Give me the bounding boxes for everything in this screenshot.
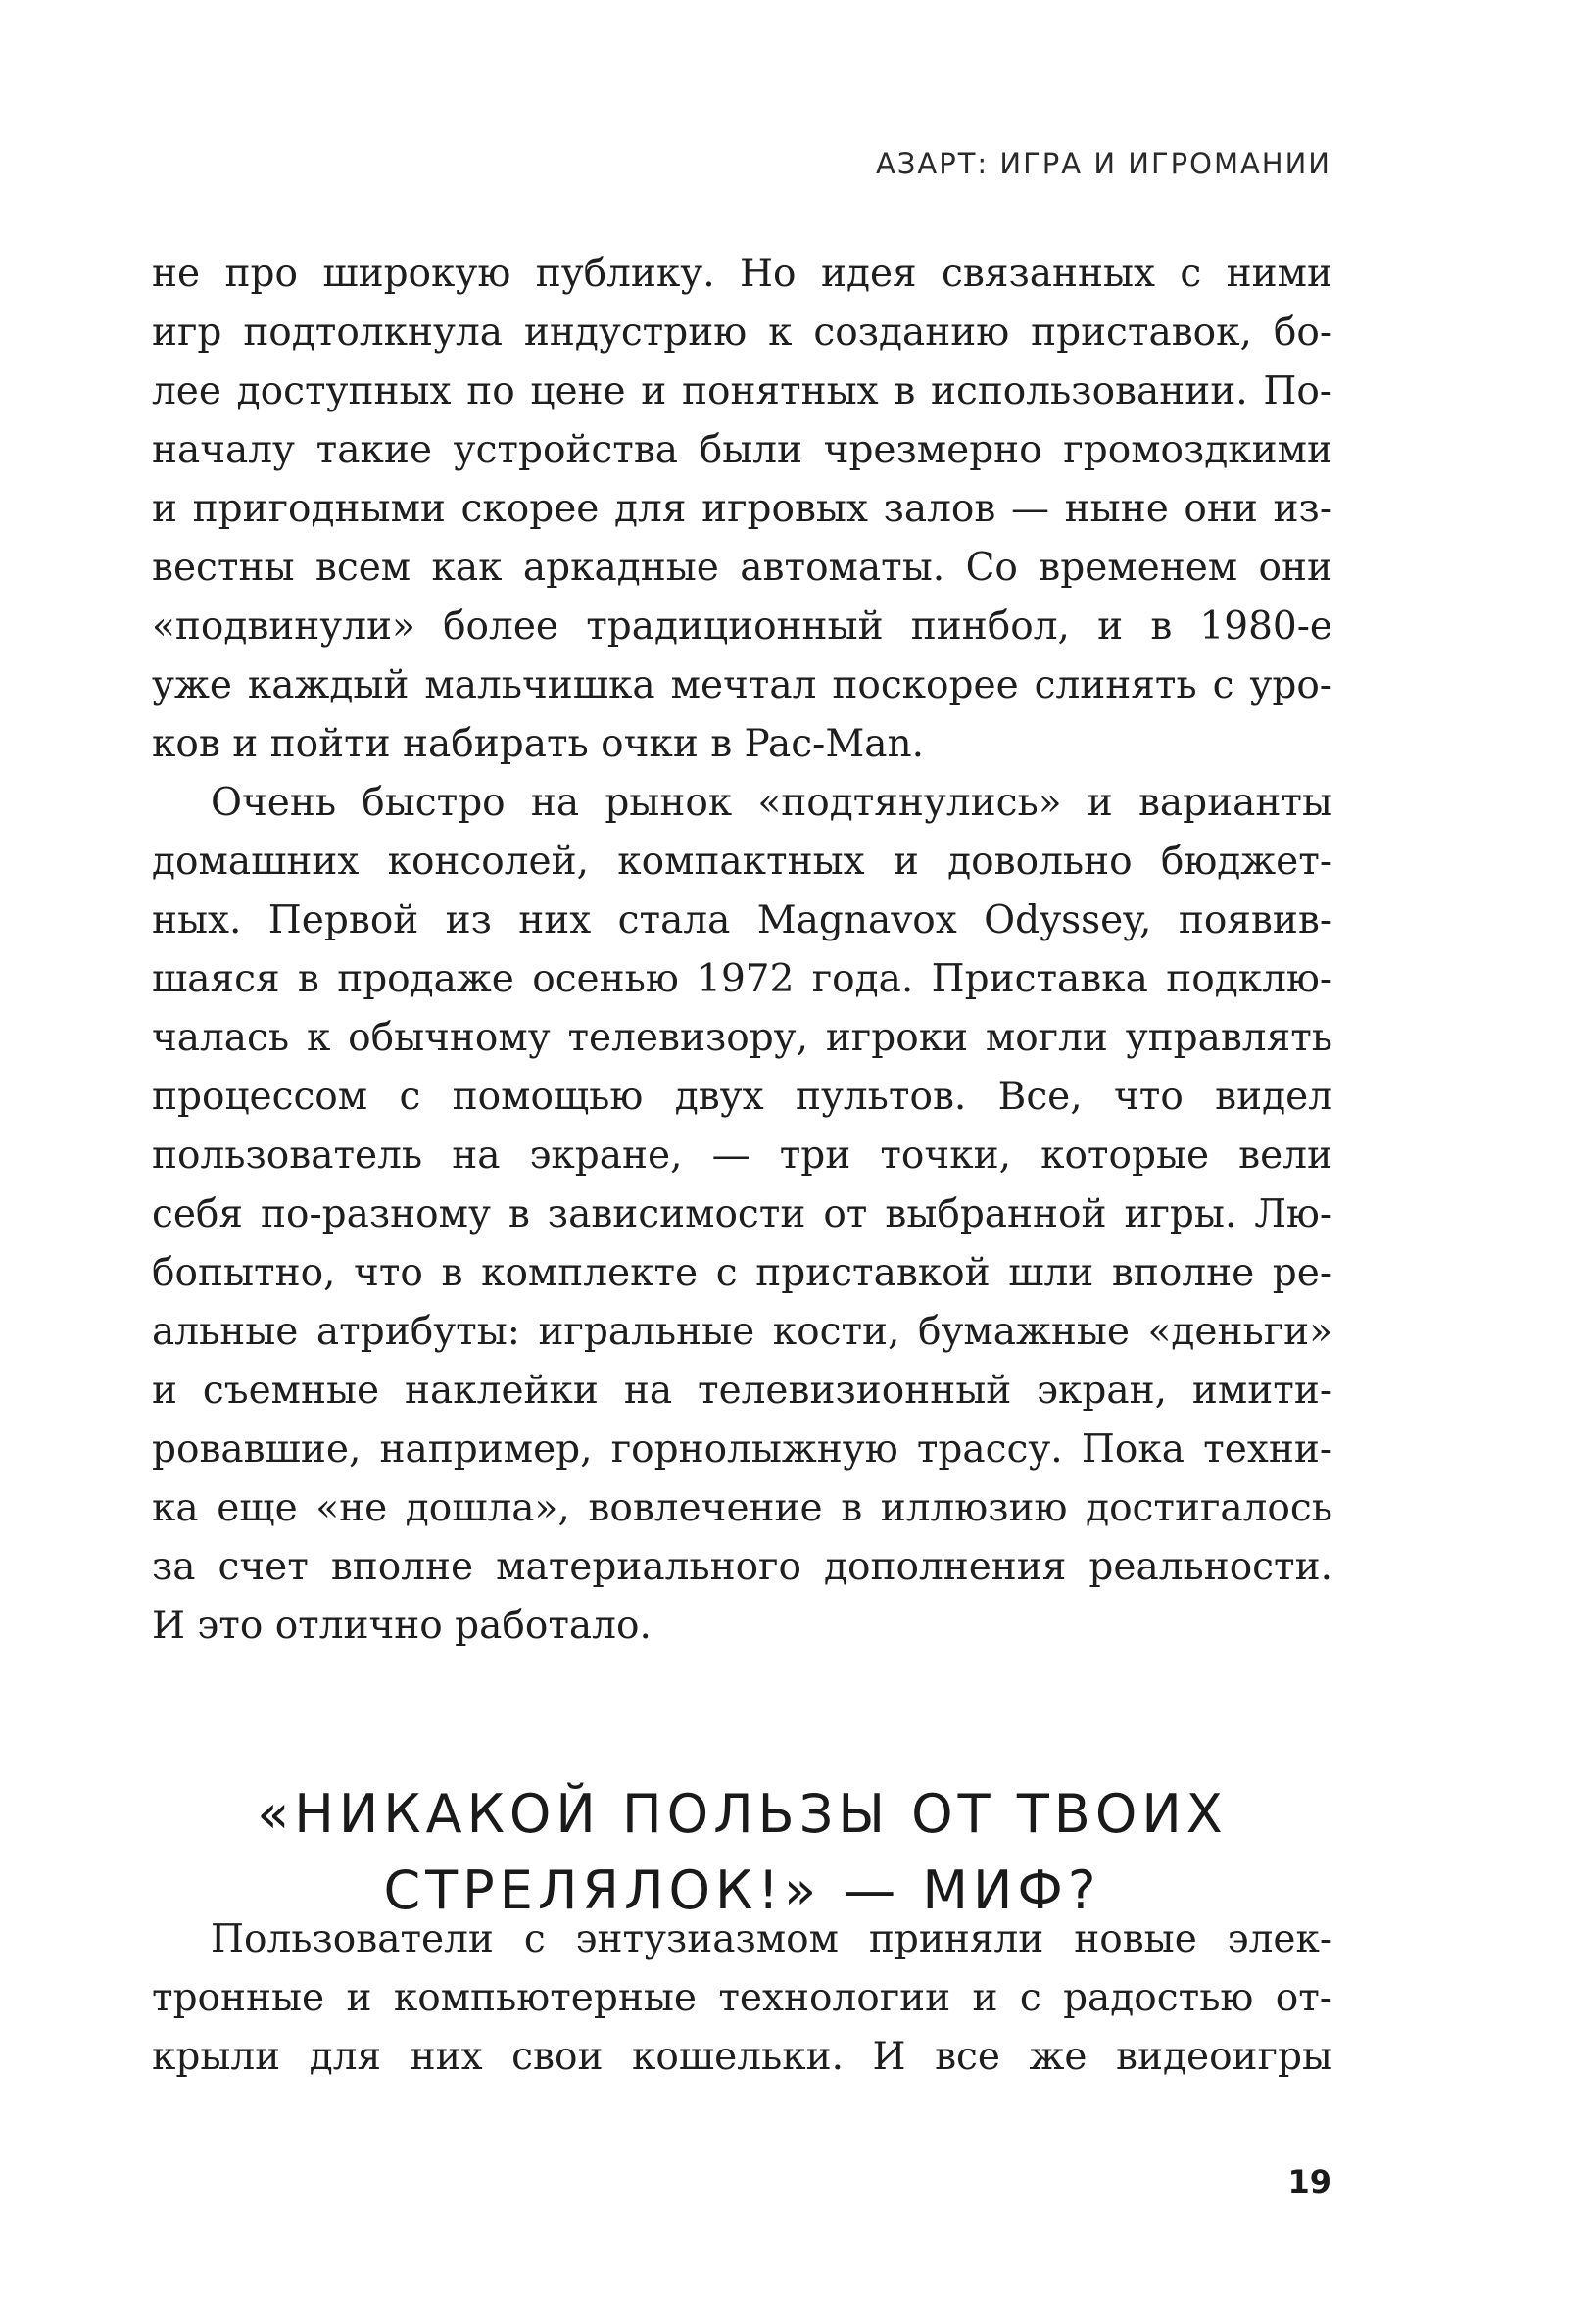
text-line: пользователь на экране, — три точки, которые вели [152,1133,1332,1178]
text-line: Очень быстро на рынок «подтянулись» и варианты [211,781,1332,825]
text-line: ка еще «не дошла», вовлечение в иллюзию достигалось [152,1486,1332,1530]
text-line: началу такие устройства были чрезмерно громоздкими [152,428,1332,472]
text-line: чалась к обычному телевизору, игроки могли управлять [152,1016,1332,1060]
text-line: и съемные наклейки на телевизионный экран, имити- [152,1369,1332,1413]
text-line: ных. Первой из них стала Magnavox Odyssey, появив- [152,898,1332,942]
text-line: уже каждый мальчишка мечтал поскорее слинять с уро- [152,663,1332,707]
text-line: шаяся в продаже осенью 1972 года. Приставка подклю- [152,957,1332,1001]
text-line: бопытно, что в комплекте с приставкой шли вполне ре- [152,1251,1332,1295]
text-line: вестны всем как аркадные автоматы. Со временем они [152,546,1332,590]
text-line: не про широкую публику. Но идея связанных с ними [152,252,1332,296]
heading-line: «НИКАКОЙ ПОЛЬЗЫ ОТ ТВОИХ [257,1782,1228,1845]
paragraph-odyssey [152,774,1332,1656]
paragraph-users [152,1910,1332,2087]
section-heading [152,1776,1332,1929]
text-line: Пользователи с энтузиазмом приняли новые элек- [211,1917,1332,1961]
text-line: альные атрибуты: игральные кости, бумажные «деньги» [152,1310,1332,1354]
paragraph-continued [152,245,1332,774]
text-line: игр подтолкнула индустрию к созданию приставок, бо- [152,311,1332,355]
text-line: домашних консолей, компактных и довольно бюджет- [152,840,1332,884]
text-line: за счет вполне материального дополнения реальности. [152,1545,1332,1589]
heading-line: СТРЕЛЯЛОК!» — МИФ? [383,1858,1101,1921]
text-line: «подвинули» более традиционный пинбол, и в 1980-е [152,604,1332,649]
text-line: тронные и компьютерные технологии и с радостью от- [152,1976,1332,2020]
text-line: ков и пойти набирать очки в Pac-Man. [152,722,925,766]
text-line: лее доступных по цене и понятных в использовании. По- [152,369,1332,413]
text-line: себя по-разному в зависимости от выбранной игры. Лю- [152,1192,1332,1236]
text-line: И это отлично работало. [152,1604,652,1648]
text-line: процессом с помощью двух пультов. Все, что видел [152,1075,1332,1119]
text-line: ровавшие, например, горнолыжную трассу. Пока техни- [152,1427,1332,1471]
text-line: и пригодными скорее для игровых залов — ныне они из- [152,487,1332,531]
page-number: 19 [1287,2163,1331,2200]
running-head: АЗАРТ: ИГРА И ИГРОМАНИИ [875,147,1331,180]
text-line: крыли для них свои кошельки. И все же видеоигры [152,2035,1332,2079]
